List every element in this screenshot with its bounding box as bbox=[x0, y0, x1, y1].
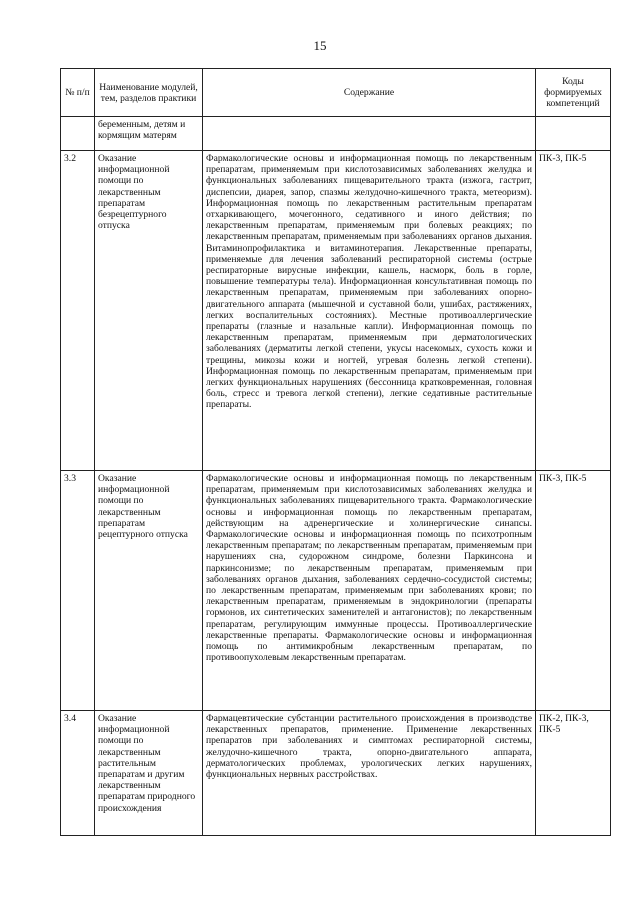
row-name: Оказание информационной помощи по лекарственным растительным препаратам и другим лекарственным препаратам природного происхождения bbox=[95, 711, 203, 836]
row-name: Оказание информационной помощи по лекарственным препаратам рецептурного отпуска bbox=[95, 471, 203, 711]
row-content bbox=[203, 117, 536, 151]
table-row bbox=[61, 711, 611, 836]
row-num: 3.4 bbox=[61, 711, 95, 836]
row-num: 3.2 bbox=[61, 151, 95, 471]
row-content: Фармацевтические субстанции растительного происхождения в производстве лекарственных препаратов, применение. Применение лекарственных препаратов при заболеваниях и симптомах респираторной системы, желудочно-кишечного тракта, опорно-двигательного аппарата, дерматологических проблемах, урологических легких нарушениях, функциональных нервных расстройствах. bbox=[203, 711, 536, 836]
row-codes: ПК-3, ПК-5 bbox=[536, 151, 611, 471]
row-codes: ПК-2, ПК-3, ПК-5 bbox=[536, 711, 611, 836]
row-content: Фармакологические основы и информационная помощь по лекарственным препаратам, применяемым при кислотозависимых заболеваниях желудка и функциональных заболеваниях пищеварительного тракта. Фармакологические основы и информационная помощь по лекарственным препаратам, действующим на адренергические и холинергические синапсы. Фармакологические основы и информационная помощь по психотропным лекарственным препаратам; по лекарственным препаратам, применяемым при нарушениях сна, судорожном синдроме, болезни Паркинсона и паркинсонизме; по лекарственным препаратам, применяемым при заболеваниях органов дыхания, заболеваниях сердечно-сосудистой системы; по лекарственным препаратам, применяемым при заболеваниях крови; по лекарственным препаратам, применяемым в эндокринологии (препараты гормонов, их синтетических заменителей и антагонистов); по лекарственным препаратам, регулирующим иммунные процессы. Противоаллергические лекарственные препараты. Фармакологические основы и информационная помощь по антимикробным лекарственным препаратам, по противоопухолевым лекарственным препаратам. bbox=[203, 471, 536, 711]
header-codes: Коды формируемых компетенций bbox=[536, 69, 611, 117]
header-num: № п/п bbox=[61, 69, 95, 117]
table-row bbox=[61, 151, 611, 471]
row-codes: ПК-3, ПК-5 bbox=[536, 471, 611, 711]
header-content: Содержание bbox=[203, 69, 536, 117]
table-row bbox=[61, 471, 611, 711]
header-name: Наименование модулей, тем, разделов практики bbox=[95, 69, 203, 117]
row-content: Фармакологические основы и информационная помощь по лекарственным препаратам, применяемым при кислотозависимых заболеваниях желудка и функциональных заболеваниях пищеварительного тракта (изжога, гастрит, диспепсии, диарея, запор, спазмы желудочно-кишечного тракта, метеоризм). Информационная помощь по лекарственным растительным препаратам отхаркивающего, мочегонного, седативного и иного действия; по лекарственным препаратам, применяемым при болевых реакциях; по лекарственным препаратам, применяемым при заболеваниях органов дыхания. Витаминопрофилактика и витаминотерапия. Лекарственные препараты, применяемые для лечения заболеваний респираторной системы (острые респираторные вирусные инфекции, кашель, насморк, боль в горле, повышение температуры тела). Информационная консультативная помощь по лекарственным препаратам, применяемым при заболеваниях опорно-двигательного аппарата (мышечной и суставной боли, ушибах, растяжениях, легких воспалительных состояниях). Местные противоаллергические препараты (глазные и назальные капли). Информационная помощь по лекарственным препаратам, применяемым при дерматологических заболеваниях (дерматиты легкой степени, укусы насекомых, сухость кожи и трещины, микозы кожи и ногтей, угревая болезнь легкой степени). Информационная помощь по лекарственным препаратам, применяемым при легких функциональных нарушениях (бессонница кратковременная, головная боль, стресс и тревога легкой степени), легкие седативные растительные препараты. bbox=[203, 151, 536, 471]
table-row bbox=[61, 117, 611, 151]
curriculum-table bbox=[60, 68, 611, 836]
row-name: Оказание информационной помощи по лекарственным препаратам безрецептурного отпуска bbox=[95, 151, 203, 471]
page-number: 15 bbox=[313, 38, 327, 53]
table-header-row bbox=[61, 69, 611, 117]
row-name: беременным, детям и кормящим матерям bbox=[95, 117, 203, 151]
row-num bbox=[61, 117, 95, 151]
row-num: 3.3 bbox=[61, 471, 95, 711]
row-codes bbox=[536, 117, 611, 151]
